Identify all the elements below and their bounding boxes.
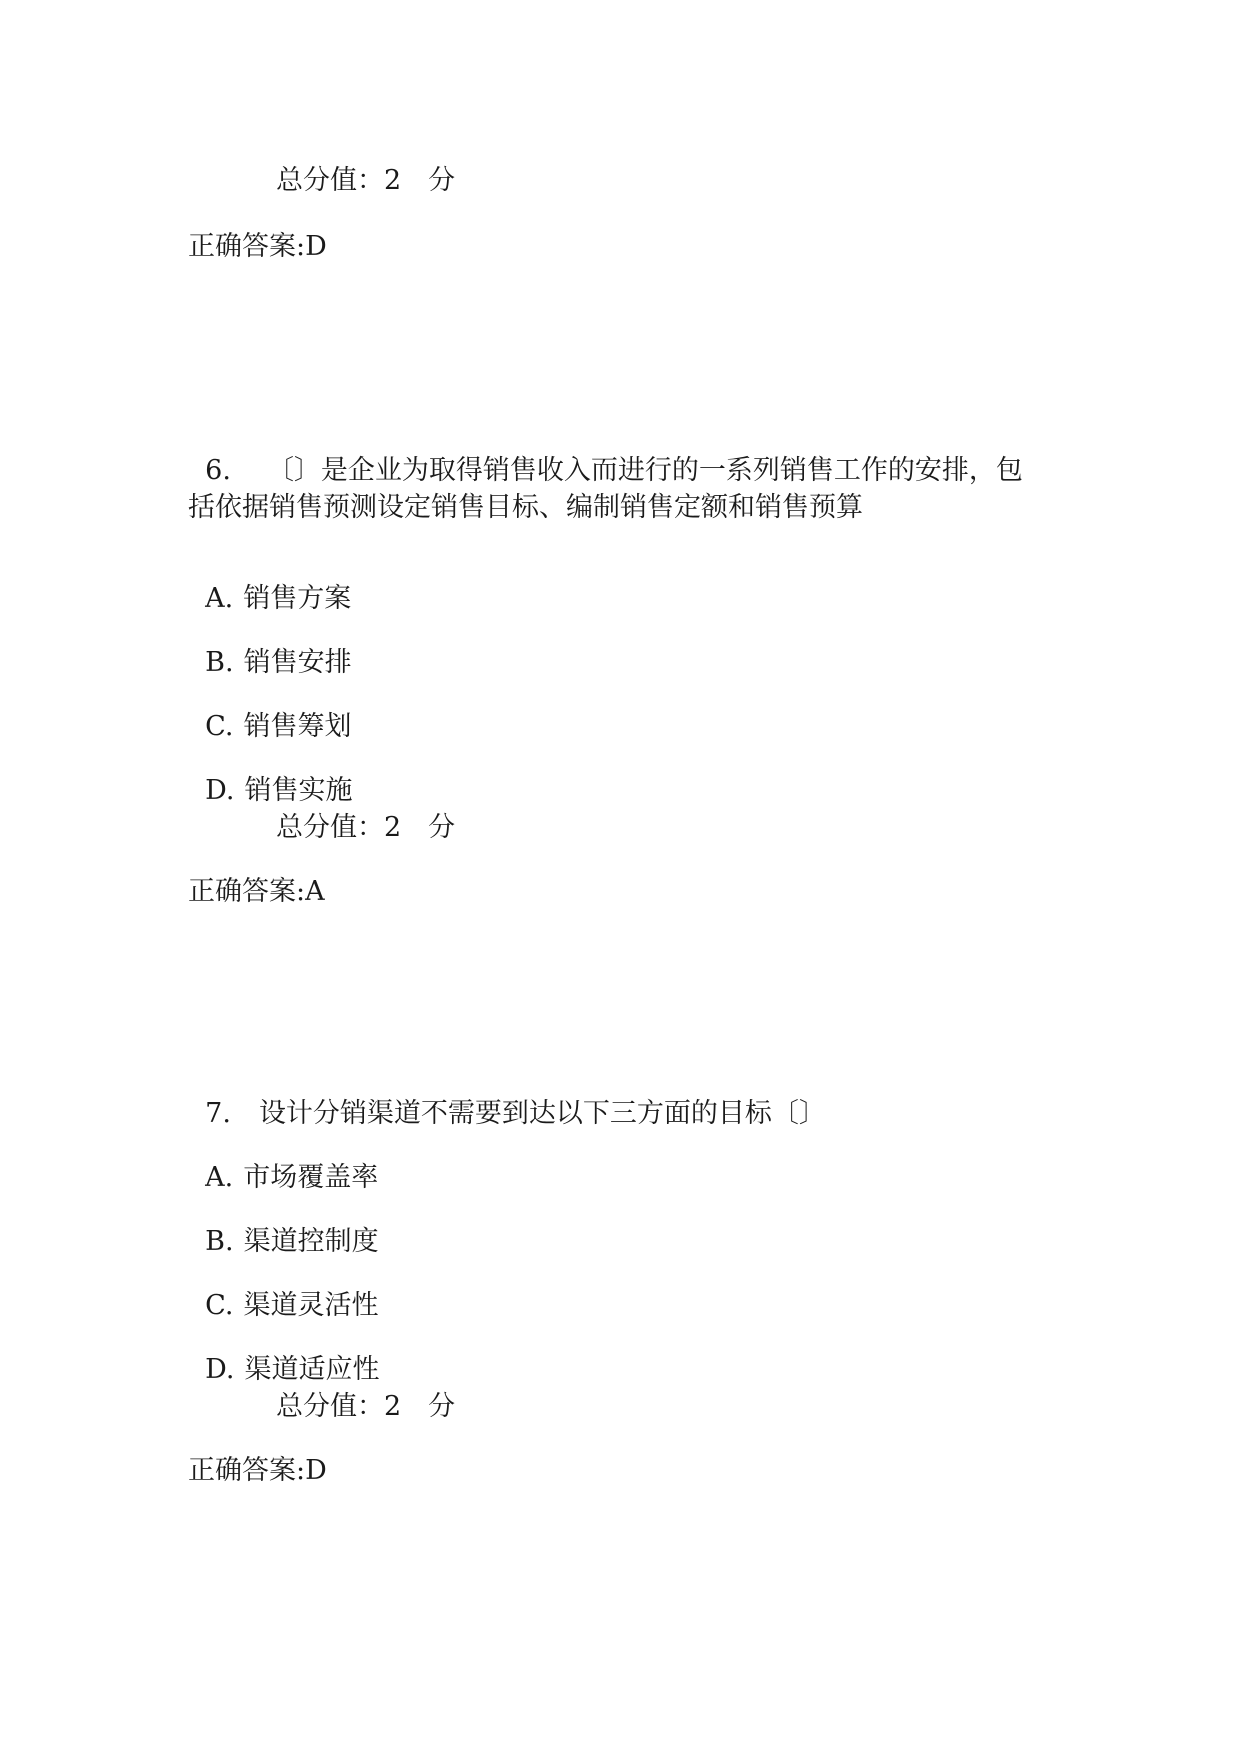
question-text: 设计分销渠道不需要到达以下三方面的目标〔〕 [258, 1098, 826, 1129]
option-b [188, 1201, 379, 1255]
option-letter: A. [205, 583, 234, 614]
option-letter: D. [205, 775, 235, 806]
option-c [188, 686, 351, 740]
option-b [188, 622, 352, 676]
option-a [188, 558, 351, 612]
correct-answer: 正确答案:D [188, 231, 327, 262]
question-6-line-2: 括依据销售预测设定销售目标、编制销售定额和销售预算 [188, 492, 863, 523]
option-text: 销售方案 [243, 583, 352, 614]
option-text: 销售筹划 [243, 711, 352, 742]
option-text: 渠道适应性 [244, 1354, 380, 1385]
question-6-line-1 [188, 430, 1023, 484]
score-line: 总分值：2 分 [276, 812, 456, 843]
question-text: 〔〕是企业为取得销售收入而进行的一系列销售工作的安排，包 [266, 455, 1023, 486]
option-letter: B. [205, 647, 234, 678]
option-letter: C. [205, 711, 234, 742]
question-number: 6. [205, 455, 231, 486]
option-c [188, 1265, 378, 1319]
option-letter: C. [205, 1290, 234, 1321]
option-letter: D. [205, 1354, 235, 1385]
option-letter: A. [205, 1162, 234, 1193]
option-d [188, 1329, 379, 1383]
question-number: 7. [205, 1098, 231, 1129]
option-text: 渠道控制度 [243, 1226, 379, 1257]
option-text: 销售实施 [244, 775, 353, 806]
correct-answer: 正确答案:D [188, 1455, 327, 1486]
option-letter: B. [205, 1226, 234, 1257]
score-line: 总分值：2 分 [276, 165, 456, 196]
correct-answer: 正确答案:A [188, 876, 325, 907]
option-text: 市场覆盖率 [243, 1162, 379, 1193]
option-d [188, 750, 352, 804]
question-7-line-1 [188, 1073, 826, 1127]
option-text: 渠道灵活性 [243, 1290, 379, 1321]
option-text: 销售安排 [243, 647, 352, 678]
score-line: 总分值：2 分 [276, 1391, 456, 1422]
option-a [188, 1137, 378, 1191]
